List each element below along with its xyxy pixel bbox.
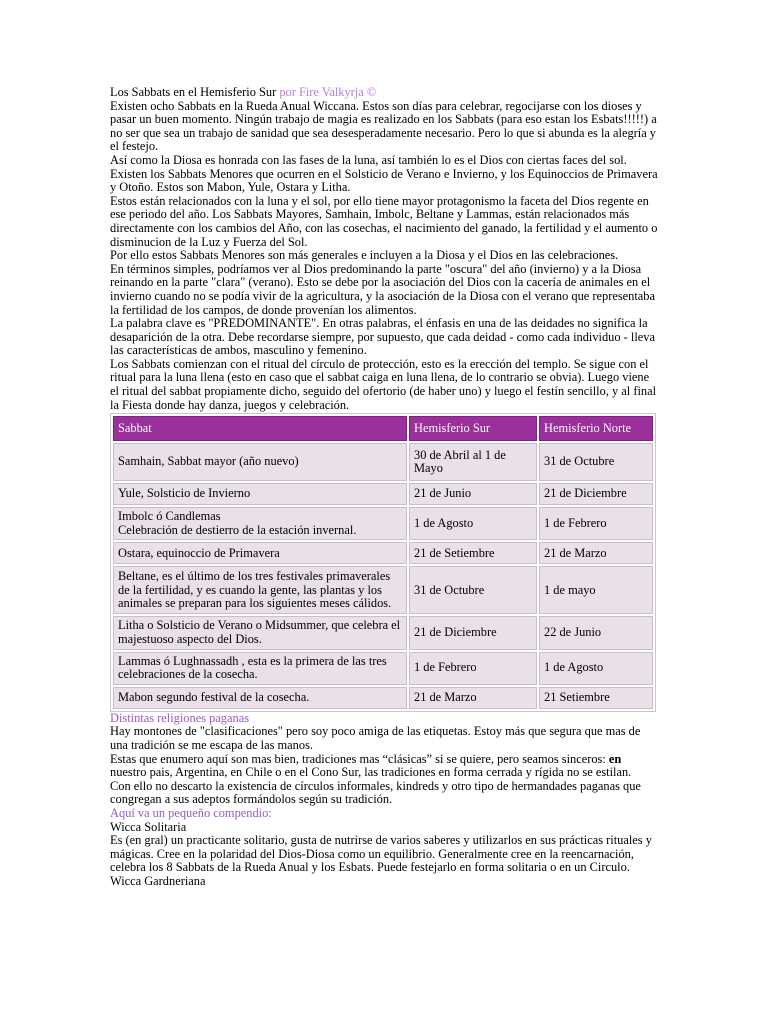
column-header-sabbat: Sabbat	[113, 416, 407, 441]
table-cell-sur: 1 de Agosto	[409, 507, 537, 540]
table-cell-sur: 21 de Diciembre	[409, 616, 537, 649]
table-cell-norte: 21 Setiembre	[539, 687, 653, 709]
wicca-gardneriana-title: Wicca Gardneriana	[110, 873, 206, 888]
table-cell-sur: 31 de Octubre	[409, 566, 537, 614]
table-row	[113, 566, 653, 614]
intro-paragraph-2: Así como la Diosa es honrada con las fases de la luna, así también lo es el Dios con ciertas faces del sol. Existen los Sabbats Menores que ocurren en el Solsticio de Verano e Invierno, y los Equinoccios de Primavera y Otoño. Estos son Mabon, Yule, Ostara y Litha.	[110, 152, 658, 195]
imbolc-description: Celebración de destierro de la estación invernal.	[118, 522, 357, 537]
wicca-solitaria-text: Es (en gral) un practicante solitario, gusta de nutrirse de varios saberes y utilizarlos en sus prácticas rituales y mágicas. Cree en la polaridad del Dios-Diosa como un equilibrio. Generalmente cree en la reencarnación, celebra los 8 Sabbats de la Rueda Anual y los Esbats. Puede festejarlo en forma solitaria o en un Circulo.	[110, 833, 652, 875]
document-title-line	[110, 86, 658, 100]
table-cell-sabbat	[113, 507, 407, 540]
table-cell-sabbat: Mabon segundo festival de la cosecha.	[113, 687, 407, 709]
table-cell-sabbat: Samhain, Sabbat mayor (año nuevo)	[113, 443, 407, 481]
table-row	[113, 616, 653, 649]
table-cell-sur: 21 de Marzo	[409, 687, 537, 709]
column-header-hemisferio-norte: Hemisferio Norte	[539, 416, 653, 441]
intro-paragraph-4: Por ello estos Sabbats Menores son más generales e incluyen a la Diosa y el Dios en las celebraciones.	[110, 248, 619, 263]
table-cell-norte: 21 de Diciembre	[539, 483, 653, 505]
table-cell-norte: 21 de Marzo	[539, 542, 653, 564]
table-cell-sur: 21 de Setiembre	[409, 542, 537, 564]
intro-paragraph-1: Existen ocho Sabbats en la Rueda Anual Wiccana. Estos son días para celebrar, regocijarse con los dioses y pasar un buen momento. Ningún trabajo de magia es realizado en los Sabbats (para eso estan los Esbats!!!!!) a no ser que sea un trabajo de sanidad que sea desesperadamente necesario. Pero lo que si abunda es la alegría y el festejo.	[110, 98, 657, 154]
intro-paragraph-7: Los Sabbats comienzan con el ritual del círculo de protección, esto es la erección del templo. Se sigue con el ritual para la luna llena (esto en caso que el sabbat caiga en luna llena, de lo contrario se obvia). Luego viene el ritual del sabbat propiamente dicho, seguido del ofertorio (de haber uno) y luego el festín sencillo, y al final la Fiesta donde hay danza, juegos y celebración.	[110, 356, 657, 412]
table-cell-sabbat: Yule, Solsticio de Invierno	[113, 483, 407, 505]
table-cell-norte: 31 de Octubre	[539, 443, 653, 481]
table-cell-norte: 22 de Junio	[539, 616, 653, 649]
imbolc-name: Imbolc ó Candlemas	[118, 509, 221, 524]
table-row	[113, 687, 653, 709]
table-row	[113, 542, 653, 564]
table-cell-sabbat: Ostara, equinoccio de Primavera	[113, 542, 407, 564]
religions-paragraph-2-end: nuestro pais, Argentina, en Chile o en el Cono Sur, las tradiciones en forma cerrada y rígida no se estilan.	[110, 765, 632, 780]
table-row	[113, 507, 653, 540]
sabbats-table	[110, 413, 656, 712]
intro-paragraph-3: Estos están relacionados con la luna y el sol, por ello tiene mayor protagonismo la faceta del Dios regente en ese periodo del año. Los Sabbats Mayores, Samhain, Imbolc, Beltane y Lammas, están relacionados más directamente con los cambios del Año, con las cosechas, el nacimiento del ganado, la fertilidad y el aumento o disminucion de la Luz y Fuerza del Sol.	[110, 193, 658, 249]
intro-paragraph-5: En términos simples, podríamos ver al Dios predominando la parte "oscura" del año (invierno) y a la Diosa reinando en la parte "clara" (verano). Esto se debe por la asociación del Dios con la cacería de animales en el invierno cuando no se podía vivir de la agricultura, y la asociación de la Diosa con el verano que representaba la fertilidad de los campos, de donde provenían los alimentos.	[110, 261, 655, 317]
religions-paragraph-3: Con ello no descarto la existencia de círculos informales, kindreds y otro tipo de hermandades paganas que congregan a sus adeptos formándolos según su tradición.	[110, 778, 641, 807]
table-cell-sur: 1 de Febrero	[409, 652, 537, 685]
table-cell-sur: 30 de Abril al 1 de Mayo	[409, 443, 537, 481]
intro-paragraph-6: La palabra clave es "PREDOMINANTE". En otras palabras, el énfasis en una de las deidades no significa la desaparición de la otra. Debe recordarse siempre, por supuesto, que cada deidad - como cada individuo - lleva las características de ambos, masculino y femenino.	[110, 316, 655, 358]
column-header-hemisferio-sur: Hemisferio Sur	[409, 416, 537, 441]
table-cell-norte: 1 de Agosto	[539, 652, 653, 685]
table-row	[113, 652, 653, 685]
table-cell-norte: 1 de Febrero	[539, 507, 653, 540]
religions-heading: Distintas religiones paganas	[110, 710, 250, 725]
table-cell-sabbat: Beltane, es el último de los tres festivales primaverales de la fertilidad, y es cuando la gente, las plantas y los animales se preparan para los siguientes meses cálidos.	[113, 566, 407, 614]
religions-paragraph-1: Hay montones de "clasificaciones" pero soy poco amiga de las etiquetas. Estoy más que segura que mas de una tradición se me escapa de las manos.	[110, 724, 641, 752]
religions-paragraph-2-start: Estas que enumero aquí son mas bien, tradiciones mas “clásicas” si se quiere, pero seamos sinceros:	[110, 751, 609, 766]
table-cell-norte: 1 de mayo	[539, 566, 653, 614]
table-row	[113, 443, 653, 481]
document-page	[110, 86, 658, 889]
compendium-heading: Aquí va un pequeño compendio:	[110, 805, 272, 820]
religions-paragraph-2-bold: en	[608, 751, 622, 766]
table-cell-sur: 21 de Junio	[409, 483, 537, 505]
table-cell-sabbat: Lammas ó Lughnassadh , esta es la primera de las tres celebraciones de la cosecha.	[113, 652, 407, 685]
sabbats-table-header-row	[113, 416, 653, 441]
table-row	[113, 483, 653, 505]
religions-paragraph-2	[110, 753, 658, 780]
document-title: Los Sabbats en el Hemisferio Sur	[110, 85, 277, 99]
author-credit-link[interactable]: por Fire Valkyrja ©	[279, 85, 377, 99]
wicca-solitaria-title: Wicca Solitaria	[110, 819, 187, 834]
table-cell-sabbat: Litha o Solsticio de Verano o Midsummer, que celebra el majestuoso aspecto del Dios.	[113, 616, 407, 649]
